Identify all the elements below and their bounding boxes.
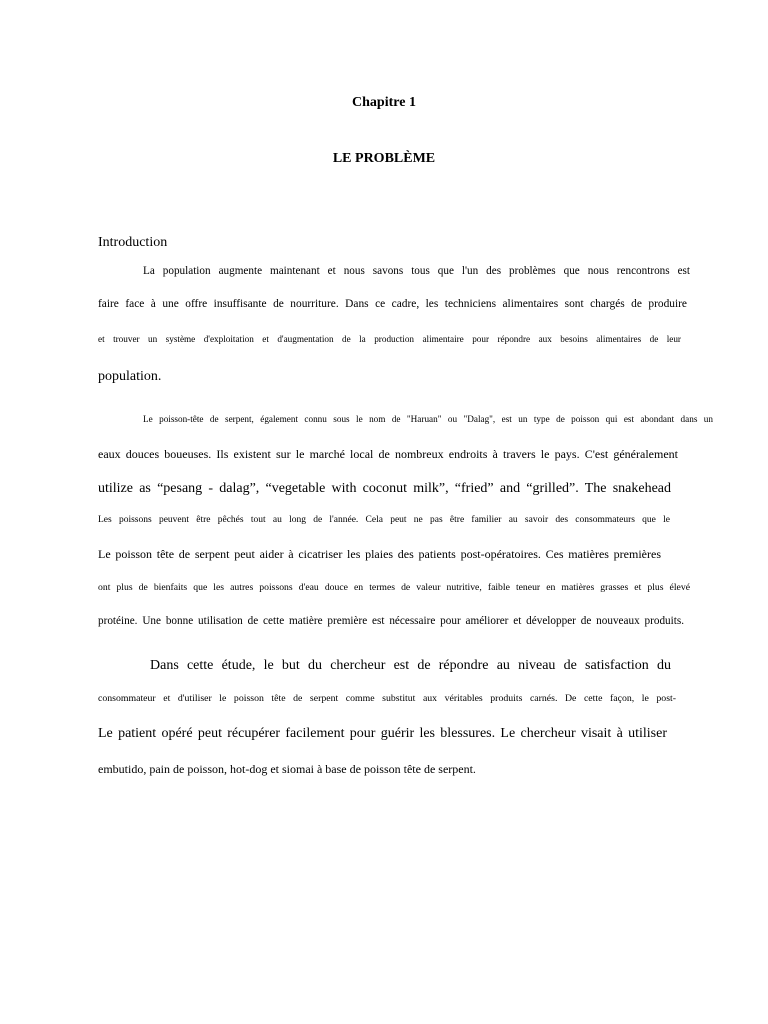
paragraph-line: embutido, pain de poisson, hot-dog et siomai à base de poisson tête de serpent. (98, 762, 476, 776)
paragraph-line: Les poissons peuvent être pêchés tout au long de l'année. Cela peut ne pas être familier au savoir des consommateurs que le (98, 515, 670, 525)
section-heading: Introduction (98, 235, 168, 250)
paragraph-line: utilize as “pesang - dalag”, “vegetable with coconut milk”, “fried” and “grilled”. The snakehead (98, 481, 671, 496)
paragraph-line: Le patient opéré peut récupérer facilement pour guérir les blessures. Le chercheur visait à utiliser (98, 726, 667, 741)
paragraph-line: Le poisson tête de serpent peut aider à cicatriser les plaies des patients post-opératoires. Ces matières premières (98, 547, 661, 561)
paragraph-line: eaux douces boueuses. Ils existent sur le marché local de nombreux endroits à travers le pays. C'est généralement (98, 447, 678, 461)
paragraph-line: Dans cette étude, le but du chercheur est de répondre au niveau de satisfaction du (150, 658, 671, 673)
paragraph-line: et trouver un système d'exploitation et d'augmentation de la production alimentaire pour répondre aux besoins alimentaires de leur (98, 334, 681, 344)
paragraph-line: La population augmente maintenant et nous savons tous que l'un des problèmes que nous rencontrons est (143, 265, 690, 277)
paragraph-line: Le poisson-tête de serpent, également connu sous le nom de "Haruan" ou "Dalag", est un type de poisson qui est abondant dans un (143, 414, 713, 424)
paragraph-line: consommateur et d'utiliser le poisson tête de serpent comme substitut aux véritables produits carnés. De cette façon, le post- (98, 693, 676, 704)
chapter-number: Chapitre 1 (352, 95, 416, 110)
paragraph-line: ont plus de bienfaits que les autres poissons d'eau douce en termes de valeur nutritive, faible teneur en matières grasses et plus élevé (98, 582, 690, 593)
paragraph-line: faire face à une offre insuffisante de nourriture. Dans ce cadre, les techniciens alimentaires sont chargés de produire (98, 298, 687, 310)
paragraph-line: population. (98, 369, 162, 384)
chapter-title: LE PROBLÈME (332, 151, 436, 166)
paragraph-line: protéine. Une bonne utilisation de cette matière première est nécessaire pour améliorer et développer de nouveaux produits. (98, 615, 684, 627)
